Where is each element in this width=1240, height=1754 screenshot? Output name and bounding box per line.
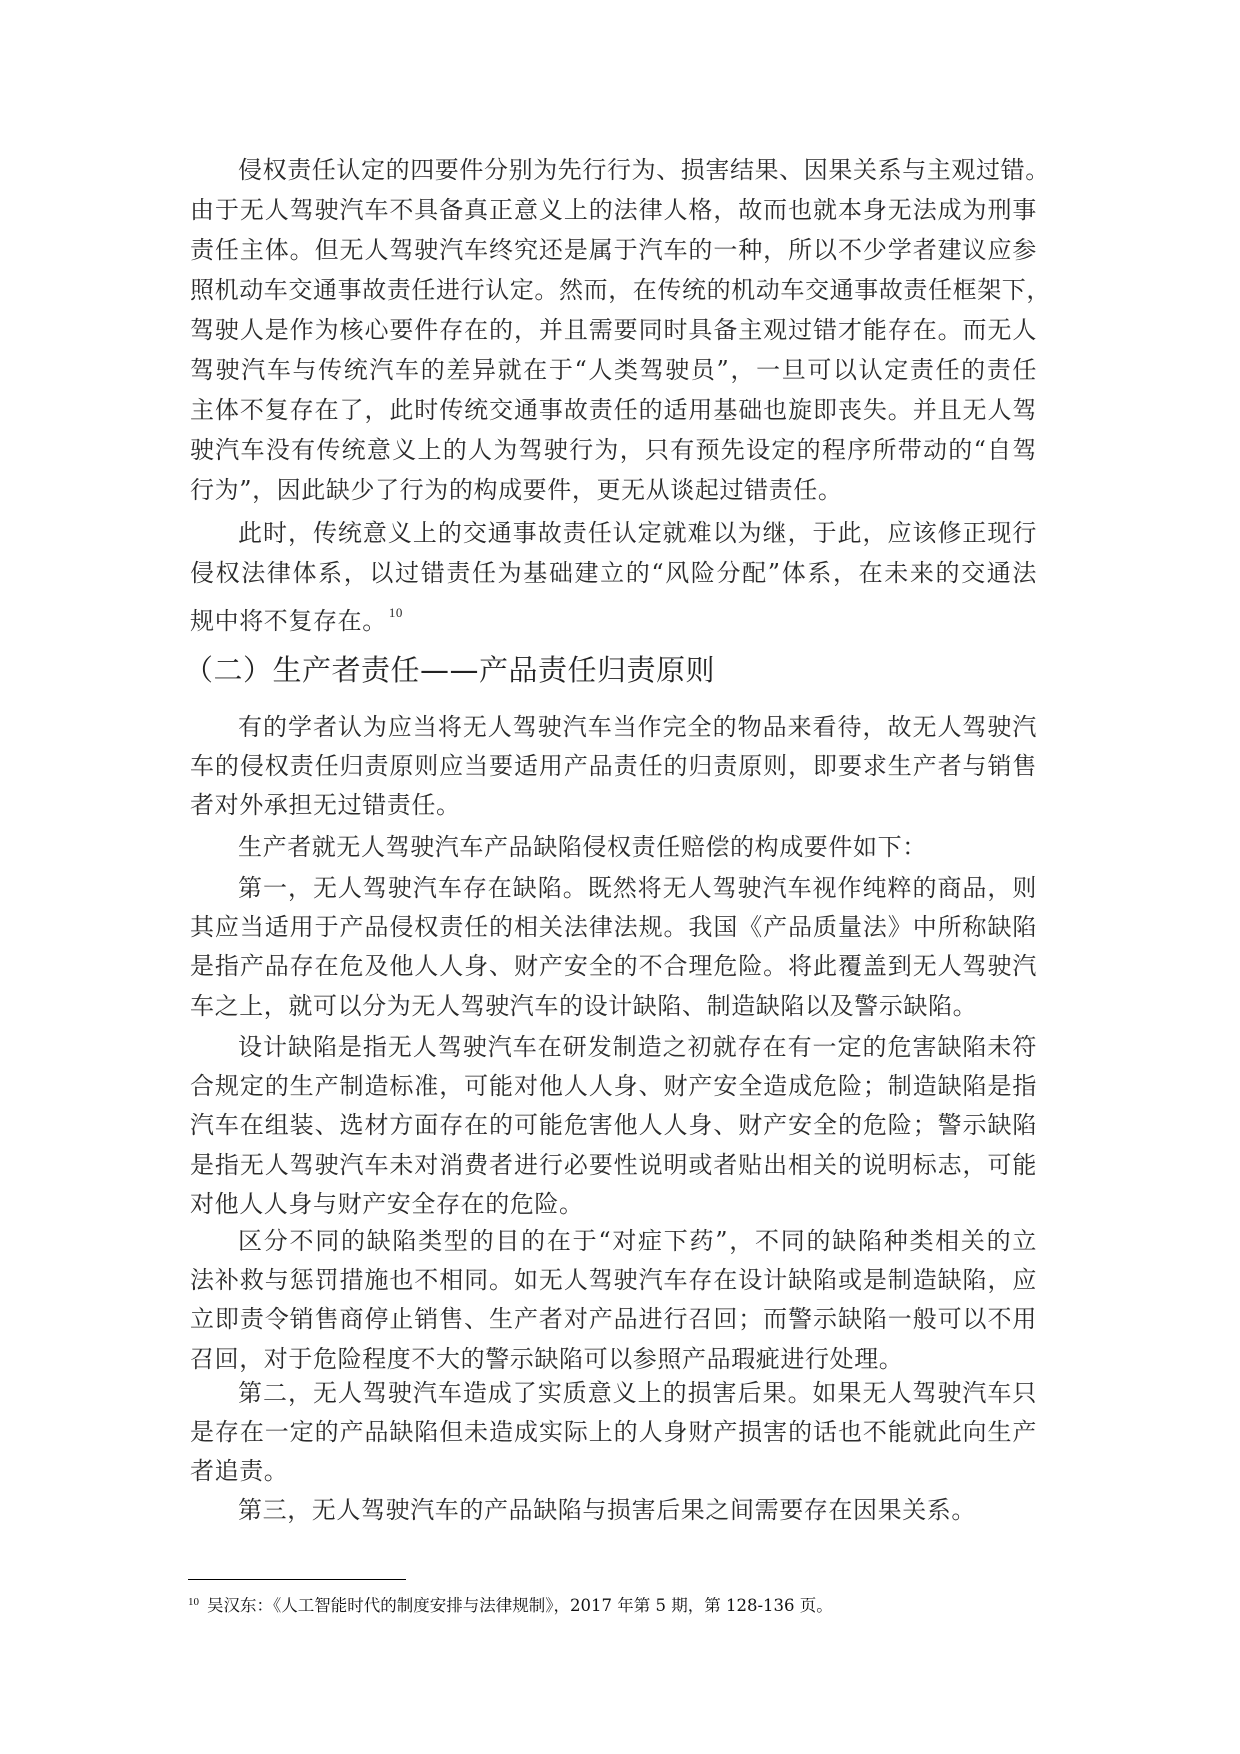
text-line: 第二，无人驾驶汽车造成了实质意义上的损害后果。如果无人驾驶汽车只 — [238, 1379, 1037, 1407]
footnote-separator — [188, 1579, 406, 1580]
text-line: 立即责令销售商停止销售、生产者对产品进行召回；而警示缺陷一般可以不用 — [190, 1305, 1037, 1334]
paragraph-7 — [190, 1222, 1037, 1379]
text-line: 有的学者认为应当将无人驾驶汽车当作完全的物品来看待，故无人驾驶汽 — [238, 713, 1037, 741]
paragraph-4 — [190, 828, 1037, 867]
section-heading: （二）生产者责任——产品责任归责原则 — [184, 653, 716, 687]
paragraph-9 — [190, 1491, 1037, 1530]
text-line: 第一，无人驾驶汽车存在缺陷。既然将无人驾驶汽车视作纯粹的商品，则 — [238, 874, 1037, 902]
text-line: 车的侵权责任归责原则应当要适用产品责任的归责原则，即要求生产者与销售 — [190, 752, 1037, 781]
footnote — [188, 1590, 833, 1618]
footnote-reference[interactable]: 10 — [388, 605, 404, 620]
text-line: 规中将不复存在。 — [190, 607, 387, 635]
paragraph-2 — [190, 513, 1037, 633]
text-line: 是指无人驾驶汽车未对消费者进行必要性说明或者贴出相关的说明标志，可能 — [190, 1150, 1037, 1179]
text-line: 者追责。 — [190, 1457, 289, 1486]
text-line: 生产者就无人驾驶汽车产品缺陷侵权责任赔偿的构成要件如下： — [238, 833, 927, 861]
text-line: 是存在一定的产品缺陷但未造成实际上的人身财产损害的话也不能就此向生产 — [190, 1418, 1037, 1447]
text-line: 对他人人身与财产安全存在的危险。 — [190, 1189, 584, 1218]
text-line: 其应当适用于产品侵权责任的相关法律法规。我国《产品质量法》中所称缺陷 — [190, 913, 1037, 942]
text-line: 汽车在组装、选材方面存在的可能危害他人人身、财产安全的危险；警示缺陷 — [190, 1111, 1037, 1140]
text-line: 设计缺陷是指无人驾驶汽车在研发制造之初就存在有一定的危害缺陷未符 — [238, 1033, 1037, 1061]
paragraph-5 — [190, 869, 1037, 1026]
text-line: 侵权法律体系，以过错责任为基础建立的“风险分配”体系，在未来的交通法 — [190, 559, 1037, 587]
text-line: 行为”，因此缺少了行为的构成要件，更无从谈起过错责任。 — [190, 476, 843, 504]
text-line: 此时，传统意义上的交通事故责任认定就难以为继，于此，应该修正现行 — [238, 519, 1037, 547]
text-line: 车之上，就可以分为无人驾驶汽车的设计缺陷、制造缺陷以及警示缺陷。 — [190, 991, 978, 1020]
paragraph-1 — [190, 150, 1051, 510]
footnote-number: 10 — [188, 1596, 199, 1608]
text-line: 侵权责任认定的四要件分别为先行行为、损害结果、因果关系与主观过错。 — [238, 156, 1050, 184]
text-line: 法补救与惩罚措施也不相同。如无人驾驶汽车存在设计缺陷或是制造缺陷，应 — [190, 1266, 1037, 1295]
paragraph-6 — [190, 1028, 1037, 1224]
text-line-with-footnote — [190, 593, 1037, 633]
text-line: 主体不复存在了，此时传统交通事故责任的适用基础也旋即丧失。并且无人驾 — [190, 396, 1037, 424]
text-line: 由于无人驾驶汽车不具备真正意义上的法律人格，故而也就本身无法成为刑事 — [190, 196, 1037, 224]
text-line: 者对外承担无过错责任。 — [190, 791, 461, 820]
text-line: 责任主体。但无人驾驶汽车终究还是属于汽车的一种，所以不少学者建议应参 — [190, 236, 1037, 264]
paragraph-3 — [190, 708, 1037, 826]
text-line: 区分不同的缺陷类型的目的在于“对症下药”，不同的缺陷种类相关的立 — [238, 1227, 1037, 1255]
text-line: 驶汽车没有传统意义上的人为驾驶行为，只有预先设定的程序所带动的“自驾 — [190, 436, 1037, 464]
text-line: 召回，对于危险程度不大的警示缺陷可以参照产品瑕疵进行处理。 — [190, 1344, 904, 1373]
text-line: 合规定的生产制造标准，可能对他人人身、财产安全造成危险；制造缺陷是指 — [190, 1072, 1037, 1101]
text-line: 驾驶人是作为核心要件存在的，并且需要同时具备主观过错才能存在。而无人 — [190, 316, 1037, 344]
text-line: 驾驶汽车与传统汽车的差异就在于“人类驾驶员”，一旦可以认定责任的责任 — [190, 356, 1037, 384]
paragraph-8 — [190, 1374, 1037, 1492]
text-line: 照机动车交通事故责任进行认定。然而，在传统的机动车交通事故责任框架下， — [190, 276, 1051, 304]
text-line: 是指产品存在危及他人人身、财产安全的不合理危险。将此覆盖到无人驾驶汽 — [190, 952, 1037, 981]
footnote-text: 吴汉东：《人工智能时代的制度安排与法律规制》，2017 年第 5 期，第 128-136 页。 — [207, 1596, 833, 1615]
text-line: 第三，无人驾驶汽车的产品缺陷与损害后果之间需要存在因果关系。 — [238, 1496, 976, 1524]
